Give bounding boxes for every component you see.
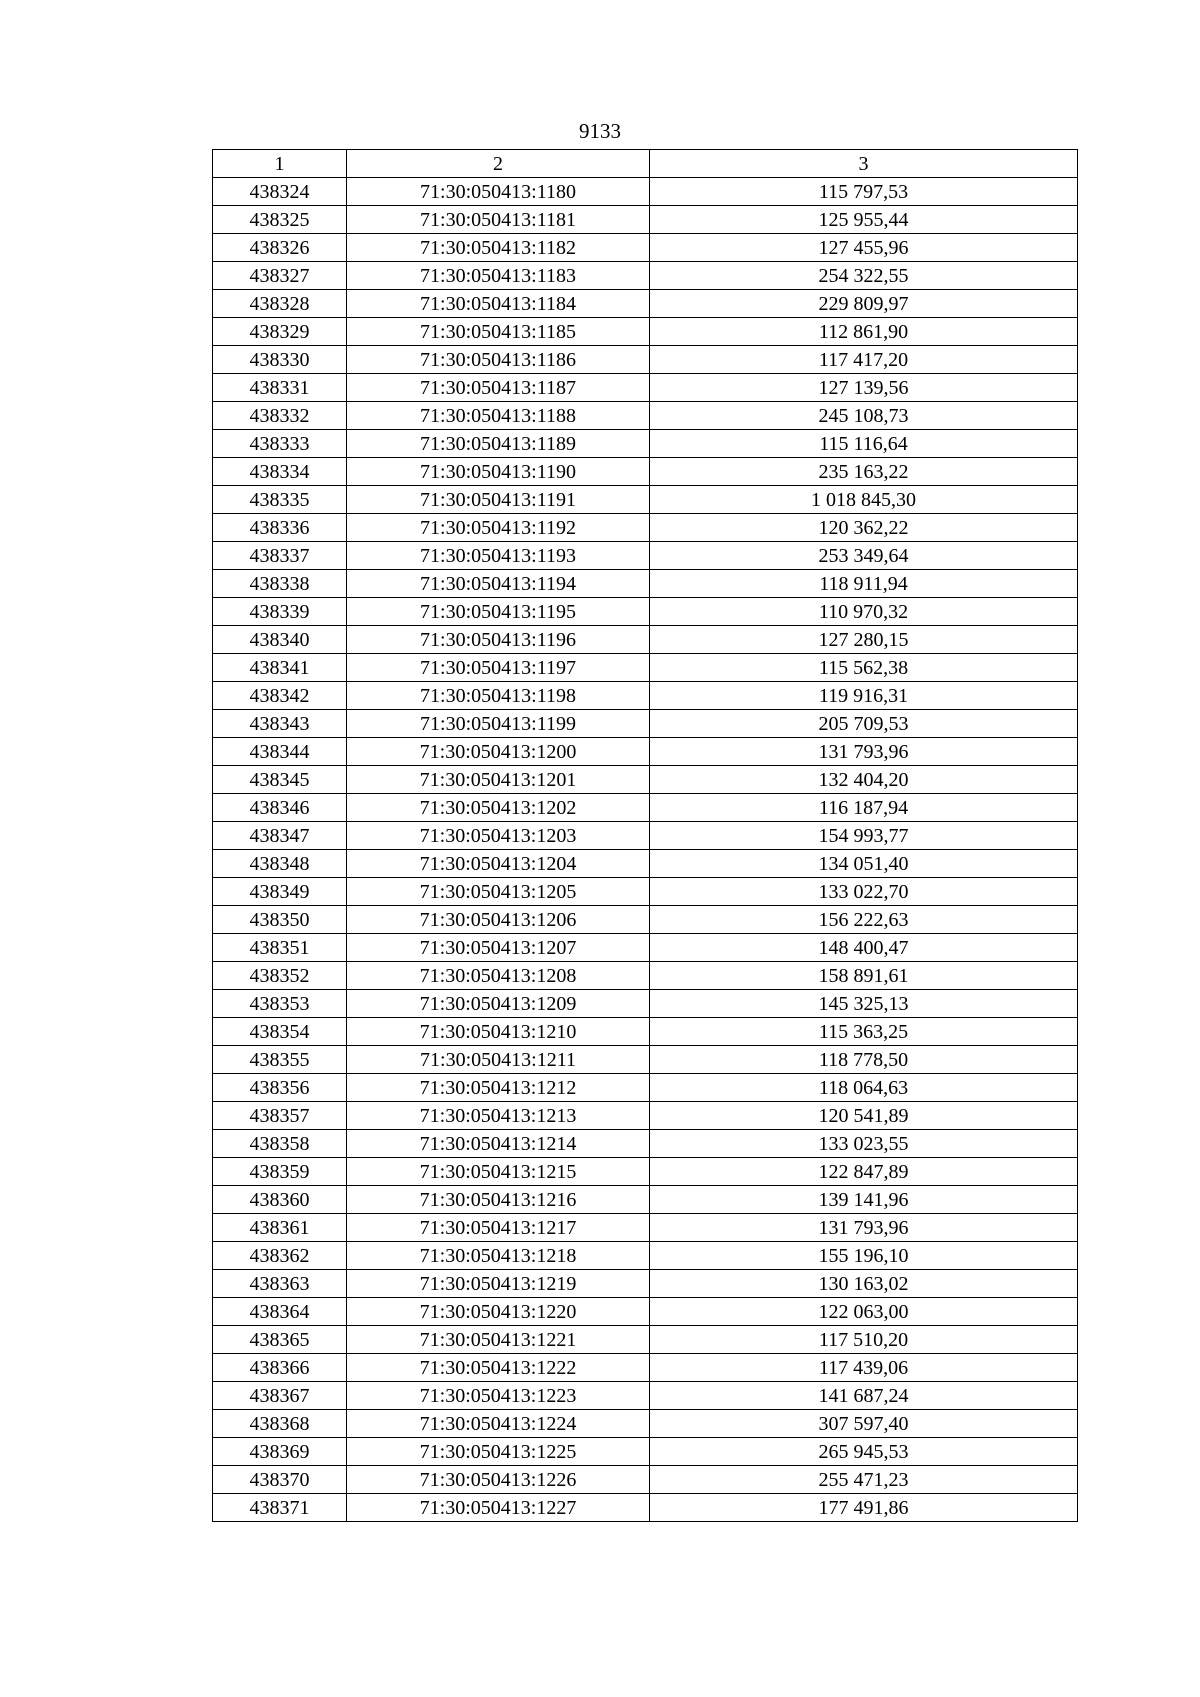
cadastral-number-cell: 71:30:050413:1199 — [347, 710, 650, 738]
cadastral-number-cell: 71:30:050413:1196 — [347, 626, 650, 654]
cadastral-number-cell: 71:30:050413:1187 — [347, 374, 650, 402]
cadastral-number-cell: 71:30:050413:1227 — [347, 1494, 650, 1522]
table-row — [213, 318, 1078, 346]
row-number-cell: 438347 — [213, 822, 347, 850]
table-row — [213, 1102, 1078, 1130]
row-number-cell: 438349 — [213, 878, 347, 906]
cadastral-number-cell: 71:30:050413:1208 — [347, 962, 650, 990]
row-number-cell: 438325 — [213, 206, 347, 234]
row-number-cell: 438365 — [213, 1326, 347, 1354]
header-cell-1: 1 — [213, 150, 347, 178]
cadastral-number-cell: 71:30:050413:1216 — [347, 1186, 650, 1214]
cadastral-number-cell: 71:30:050413:1222 — [347, 1354, 650, 1382]
row-number-cell: 438337 — [213, 542, 347, 570]
value-cell: 265 945,53 — [650, 1438, 1078, 1466]
header-cell-3: 3 — [650, 150, 1078, 178]
row-number-cell: 438354 — [213, 1018, 347, 1046]
row-number-cell: 438329 — [213, 318, 347, 346]
table-row — [213, 458, 1078, 486]
table-row — [213, 1438, 1078, 1466]
cadastral-number-cell: 71:30:050413:1223 — [347, 1382, 650, 1410]
cadastral-number-cell: 71:30:050413:1217 — [347, 1214, 650, 1242]
value-cell: 125 955,44 — [650, 206, 1078, 234]
cadastral-number-cell: 71:30:050413:1225 — [347, 1438, 650, 1466]
row-number-cell: 438371 — [213, 1494, 347, 1522]
row-number-cell: 438361 — [213, 1214, 347, 1242]
row-number-cell: 438358 — [213, 1130, 347, 1158]
row-number-cell: 438335 — [213, 486, 347, 514]
table-row — [213, 738, 1078, 766]
table-header-row — [213, 150, 1078, 178]
cadastral-number-cell: 71:30:050413:1214 — [347, 1130, 650, 1158]
value-cell: 118 064,63 — [650, 1074, 1078, 1102]
cadastral-number-cell: 71:30:050413:1200 — [347, 738, 650, 766]
cadastral-number-cell: 71:30:050413:1183 — [347, 262, 650, 290]
table-row — [213, 710, 1078, 738]
row-number-cell: 438357 — [213, 1102, 347, 1130]
value-cell: 117 439,06 — [650, 1354, 1078, 1382]
value-cell: 110 970,32 — [650, 598, 1078, 626]
row-number-cell: 438326 — [213, 234, 347, 262]
cadastral-number-cell: 71:30:050413:1219 — [347, 1270, 650, 1298]
table-row — [213, 1466, 1078, 1494]
cadastral-number-cell: 71:30:050413:1185 — [347, 318, 650, 346]
cadastral-number-cell: 71:30:050413:1205 — [347, 878, 650, 906]
cadastral-number-cell: 71:30:050413:1204 — [347, 850, 650, 878]
row-number-cell: 438345 — [213, 766, 347, 794]
value-cell: 205 709,53 — [650, 710, 1078, 738]
table-row — [213, 402, 1078, 430]
table-row — [213, 1326, 1078, 1354]
row-number-cell: 438344 — [213, 738, 347, 766]
table-row — [213, 682, 1078, 710]
table-row — [213, 514, 1078, 542]
cadastral-number-cell: 71:30:050413:1186 — [347, 346, 650, 374]
table-row — [213, 766, 1078, 794]
row-number-cell: 438331 — [213, 374, 347, 402]
table-row — [213, 1046, 1078, 1074]
value-cell: 245 108,73 — [650, 402, 1078, 430]
row-number-cell: 438350 — [213, 906, 347, 934]
value-cell: 130 163,02 — [650, 1270, 1078, 1298]
value-cell: 120 362,22 — [650, 514, 1078, 542]
row-number-cell: 438341 — [213, 654, 347, 682]
table-row — [213, 486, 1078, 514]
table-row — [213, 262, 1078, 290]
cadastral-number-cell: 71:30:050413:1201 — [347, 766, 650, 794]
row-number-cell: 438359 — [213, 1158, 347, 1186]
row-number-cell: 438348 — [213, 850, 347, 878]
row-number-cell: 438367 — [213, 1382, 347, 1410]
row-number-cell: 438328 — [213, 290, 347, 318]
table-header — [213, 150, 1078, 178]
row-number-cell: 438330 — [213, 346, 347, 374]
value-cell: 154 993,77 — [650, 822, 1078, 850]
table-row — [213, 374, 1078, 402]
cadastral-number-cell: 71:30:050413:1221 — [347, 1326, 650, 1354]
table-row — [213, 1018, 1078, 1046]
cadastral-number-cell: 71:30:050413:1210 — [347, 1018, 650, 1046]
value-cell: 254 322,55 — [650, 262, 1078, 290]
table-row — [213, 598, 1078, 626]
value-cell: 134 051,40 — [650, 850, 1078, 878]
value-cell: 131 793,96 — [650, 738, 1078, 766]
value-cell: 253 349,64 — [650, 542, 1078, 570]
value-cell: 155 196,10 — [650, 1242, 1078, 1270]
table-row — [213, 990, 1078, 1018]
value-cell: 133 022,70 — [650, 878, 1078, 906]
row-number-cell: 438339 — [213, 598, 347, 626]
row-number-cell: 438333 — [213, 430, 347, 458]
value-cell: 307 597,40 — [650, 1410, 1078, 1438]
row-number-cell: 438369 — [213, 1438, 347, 1466]
table-row — [213, 878, 1078, 906]
row-number-cell: 438366 — [213, 1354, 347, 1382]
table-row — [213, 178, 1078, 206]
table-row — [213, 1410, 1078, 1438]
value-cell: 122 063,00 — [650, 1298, 1078, 1326]
value-cell: 132 404,20 — [650, 766, 1078, 794]
table-row — [213, 542, 1078, 570]
table-body — [213, 178, 1078, 1522]
table-row — [213, 822, 1078, 850]
value-cell: 156 222,63 — [650, 906, 1078, 934]
value-cell: 117 417,20 — [650, 346, 1078, 374]
value-cell: 122 847,89 — [650, 1158, 1078, 1186]
value-cell: 115 363,25 — [650, 1018, 1078, 1046]
value-cell: 117 510,20 — [650, 1326, 1078, 1354]
value-cell: 112 861,90 — [650, 318, 1078, 346]
row-number-cell: 438342 — [213, 682, 347, 710]
cadastral-number-cell: 71:30:050413:1192 — [347, 514, 650, 542]
table-row — [213, 346, 1078, 374]
cadastral-number-cell: 71:30:050413:1190 — [347, 458, 650, 486]
table-row — [213, 850, 1078, 878]
cadastral-number-cell: 71:30:050413:1181 — [347, 206, 650, 234]
value-cell: 120 541,89 — [650, 1102, 1078, 1130]
row-number-cell: 438338 — [213, 570, 347, 598]
value-cell: 255 471,23 — [650, 1466, 1078, 1494]
row-number-cell: 438370 — [213, 1466, 347, 1494]
cadastral-number-cell: 71:30:050413:1209 — [347, 990, 650, 1018]
table-row — [213, 1382, 1078, 1410]
cadastral-number-cell: 71:30:050413:1224 — [347, 1410, 650, 1438]
table-row — [213, 1130, 1078, 1158]
value-cell: 115 562,38 — [650, 654, 1078, 682]
cadastral-number-cell: 71:30:050413:1188 — [347, 402, 650, 430]
table-row — [213, 626, 1078, 654]
table-row — [213, 1242, 1078, 1270]
value-cell: 118 911,94 — [650, 570, 1078, 598]
row-number-cell: 438340 — [213, 626, 347, 654]
table-row — [213, 430, 1078, 458]
table-row — [213, 1214, 1078, 1242]
row-number-cell: 438353 — [213, 990, 347, 1018]
cadastral-number-cell: 71:30:050413:1211 — [347, 1046, 650, 1074]
cadastral-number-cell: 71:30:050413:1180 — [347, 178, 650, 206]
cadastral-number-cell: 71:30:050413:1206 — [347, 906, 650, 934]
data-table — [212, 149, 1078, 1522]
cadastral-number-cell: 71:30:050413:1215 — [347, 1158, 650, 1186]
row-number-cell: 438360 — [213, 1186, 347, 1214]
cadastral-number-cell: 71:30:050413:1203 — [347, 822, 650, 850]
table-row — [213, 234, 1078, 262]
page-number: 9133 — [579, 119, 621, 143]
row-number-cell: 438334 — [213, 458, 347, 486]
cadastral-number-cell: 71:30:050413:1226 — [347, 1466, 650, 1494]
table-row — [213, 1186, 1078, 1214]
row-number-cell: 438364 — [213, 1298, 347, 1326]
value-cell: 1 018 845,30 — [650, 486, 1078, 514]
value-cell: 177 491,86 — [650, 1494, 1078, 1522]
value-cell: 229 809,97 — [650, 290, 1078, 318]
value-cell: 115 116,64 — [650, 430, 1078, 458]
value-cell: 139 141,96 — [650, 1186, 1078, 1214]
cadastral-number-cell: 71:30:050413:1184 — [347, 290, 650, 318]
row-number-cell: 438368 — [213, 1410, 347, 1438]
value-cell: 119 916,31 — [650, 682, 1078, 710]
row-number-cell: 438332 — [213, 402, 347, 430]
row-number-cell: 438336 — [213, 514, 347, 542]
value-cell: 148 400,47 — [650, 934, 1078, 962]
value-cell: 118 778,50 — [650, 1046, 1078, 1074]
cadastral-number-cell: 71:30:050413:1197 — [347, 654, 650, 682]
cadastral-number-cell: 71:30:050413:1213 — [347, 1102, 650, 1130]
table-row — [213, 1158, 1078, 1186]
value-cell: 133 023,55 — [650, 1130, 1078, 1158]
cadastral-number-cell: 71:30:050413:1189 — [347, 430, 650, 458]
cadastral-number-cell: 71:30:050413:1220 — [347, 1298, 650, 1326]
table-row — [213, 906, 1078, 934]
row-number-cell: 438352 — [213, 962, 347, 990]
table-row — [213, 570, 1078, 598]
table-row — [213, 1270, 1078, 1298]
row-number-cell: 438327 — [213, 262, 347, 290]
table-row — [213, 934, 1078, 962]
cadastral-number-cell: 71:30:050413:1182 — [347, 234, 650, 262]
value-cell: 145 325,13 — [650, 990, 1078, 1018]
table-row — [213, 1494, 1078, 1522]
table-row — [213, 1354, 1078, 1382]
cadastral-number-cell: 71:30:050413:1191 — [347, 486, 650, 514]
value-cell: 115 797,53 — [650, 178, 1078, 206]
table-row — [213, 962, 1078, 990]
value-cell: 141 687,24 — [650, 1382, 1078, 1410]
cadastral-number-cell: 71:30:050413:1202 — [347, 794, 650, 822]
cadastral-number-cell: 71:30:050413:1194 — [347, 570, 650, 598]
value-cell: 235 163,22 — [650, 458, 1078, 486]
header-cell-2: 2 — [347, 150, 650, 178]
value-cell: 127 139,56 — [650, 374, 1078, 402]
table-row — [213, 1074, 1078, 1102]
table-row — [213, 206, 1078, 234]
value-cell: 127 280,15 — [650, 626, 1078, 654]
table-row — [213, 794, 1078, 822]
value-cell: 127 455,96 — [650, 234, 1078, 262]
row-number-cell: 438351 — [213, 934, 347, 962]
row-number-cell: 438343 — [213, 710, 347, 738]
row-number-cell: 438355 — [213, 1046, 347, 1074]
table-row — [213, 1298, 1078, 1326]
row-number-cell: 438356 — [213, 1074, 347, 1102]
cadastral-number-cell: 71:30:050413:1207 — [347, 934, 650, 962]
value-cell: 116 187,94 — [650, 794, 1078, 822]
cadastral-number-cell: 71:30:050413:1195 — [347, 598, 650, 626]
table-row — [213, 654, 1078, 682]
cadastral-number-cell: 71:30:050413:1218 — [347, 1242, 650, 1270]
value-cell: 131 793,96 — [650, 1214, 1078, 1242]
cadastral-number-cell: 71:30:050413:1198 — [347, 682, 650, 710]
row-number-cell: 438362 — [213, 1242, 347, 1270]
value-cell: 158 891,61 — [650, 962, 1078, 990]
row-number-cell: 438324 — [213, 178, 347, 206]
row-number-cell: 438363 — [213, 1270, 347, 1298]
cadastral-number-cell: 71:30:050413:1212 — [347, 1074, 650, 1102]
row-number-cell: 438346 — [213, 794, 347, 822]
table-row — [213, 290, 1078, 318]
cadastral-number-cell: 71:30:050413:1193 — [347, 542, 650, 570]
